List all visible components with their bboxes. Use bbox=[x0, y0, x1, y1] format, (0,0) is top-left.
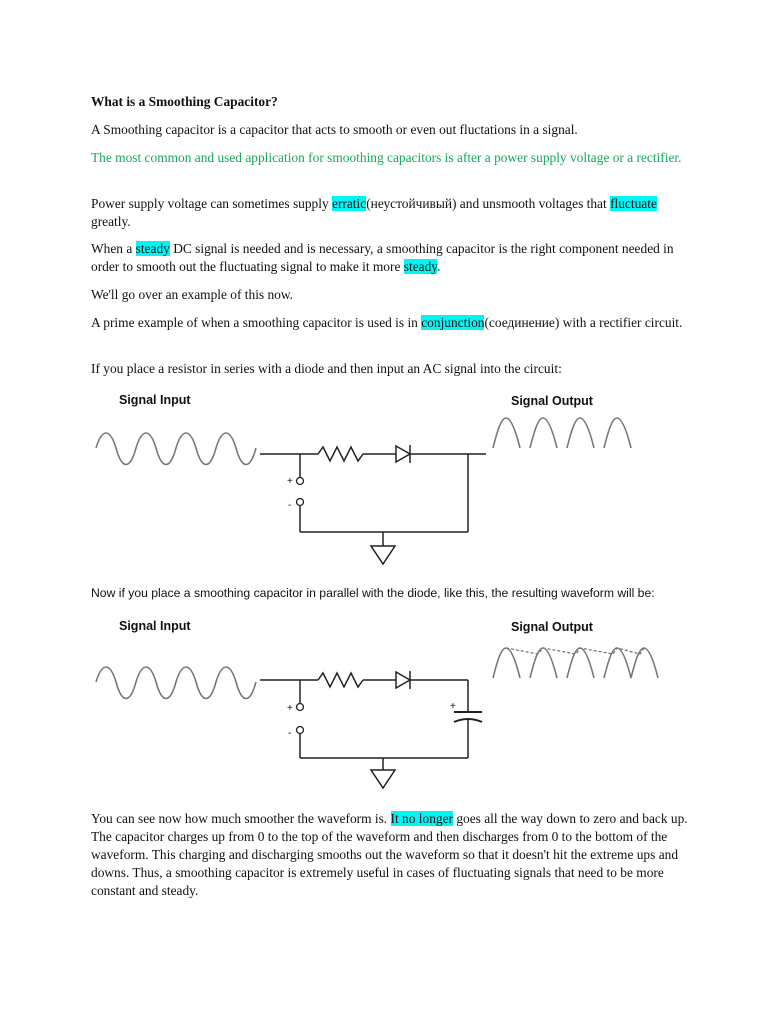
plus-marker: + bbox=[287, 703, 293, 714]
paragraph-power-supply bbox=[91, 195, 691, 231]
paragraph-capacitor-parallel: Now if you place a smoothing capacitor in parallel with the diode, like this, the resulting waveform will be: bbox=[91, 586, 655, 600]
text-run: A prime example of when a smoothing capacitor is used is in bbox=[91, 315, 422, 330]
half-wave-output bbox=[493, 418, 631, 448]
text-run: . bbox=[437, 259, 441, 274]
sine-wave-input bbox=[96, 667, 256, 699]
signal-output-label: Signal Output bbox=[511, 394, 593, 408]
paragraph-example-intro: We'll go over an example of this now. bbox=[91, 287, 294, 302]
text-run: greatly. bbox=[91, 214, 131, 229]
highlight-erratic: erratic bbox=[332, 196, 367, 211]
text-run: (неустойчивый) and unsmooth voltages that bbox=[366, 196, 611, 211]
minus-marker: - bbox=[288, 500, 292, 511]
circuit-diagram-smoothing bbox=[88, 614, 688, 800]
paragraph-circuit-setup: If you place a resistor in series with a diode and then input an AC signal into the circuit: bbox=[91, 361, 562, 376]
text-run: DC signal is needed and is necessary, a smoothing capacitor is the right component needed in order to smooth out the fluctuating signal to make it more bbox=[91, 241, 674, 274]
paragraph-steady-dc bbox=[91, 240, 691, 276]
minus-marker: - bbox=[288, 728, 292, 739]
paragraph-conclusion bbox=[91, 810, 691, 900]
signal-input-label: Signal Input bbox=[119, 619, 191, 633]
highlight-fluctuate: fluctuate bbox=[610, 196, 657, 211]
text-run: You can see now how much smoother the waveform is. bbox=[91, 811, 391, 826]
text-run: When a bbox=[91, 241, 136, 256]
resistor-icon bbox=[318, 673, 363, 687]
terminal-minus-icon bbox=[297, 499, 304, 506]
highlight-conjunction: conjunction bbox=[421, 315, 485, 330]
smoothed-output-wave bbox=[493, 648, 658, 678]
text-run: Power supply voltage can sometimes supply bbox=[91, 196, 332, 211]
paragraph-application: The most common and used application for smoothing capacitors is after a power supply voltage or a rectifier. bbox=[91, 150, 682, 165]
highlight-steady-2: steady bbox=[403, 259, 438, 274]
signal-output-label: Signal Output bbox=[511, 620, 593, 634]
sine-wave-input bbox=[96, 433, 256, 465]
highlight-it-no-longer: It no longer bbox=[390, 811, 453, 826]
circuit-diagram-rectifier bbox=[88, 388, 688, 574]
paragraph-definition: A Smoothing capacitor is a capacitor that acts to smooth or even out fluctations in a signal. bbox=[91, 122, 578, 137]
terminal-plus-icon bbox=[297, 704, 304, 711]
terminal-plus-icon bbox=[297, 478, 304, 485]
terminal-minus-icon bbox=[297, 727, 304, 734]
plus-marker: + bbox=[287, 476, 293, 487]
diode-icon bbox=[396, 672, 410, 688]
diode-icon bbox=[396, 446, 410, 462]
paragraph-rectifier bbox=[91, 314, 691, 332]
capacitor-plus-marker: + bbox=[450, 701, 456, 712]
ground-icon bbox=[371, 546, 395, 564]
signal-input-label: Signal Input bbox=[119, 393, 191, 407]
page-title: What is a Smoothing Capacitor? bbox=[91, 94, 278, 109]
text-run: goes all the way down to zero and back up. The capacitor charges up from 0 to the top of the waveform and then discharges from 0 to the bottom of the waveform. This charging and discharging smooths out the waveform so that it doesn't hit the extreme ups and downs. Thus, a smoothing capacitor is extremely useful in cases of fluctuating signals that need to be more constant and steady. bbox=[91, 811, 688, 898]
ground-icon bbox=[371, 770, 395, 788]
highlight-steady: steady bbox=[135, 241, 170, 256]
resistor-icon bbox=[318, 447, 363, 461]
text-run: (соединение) with a rectifier circuit. bbox=[484, 315, 683, 330]
